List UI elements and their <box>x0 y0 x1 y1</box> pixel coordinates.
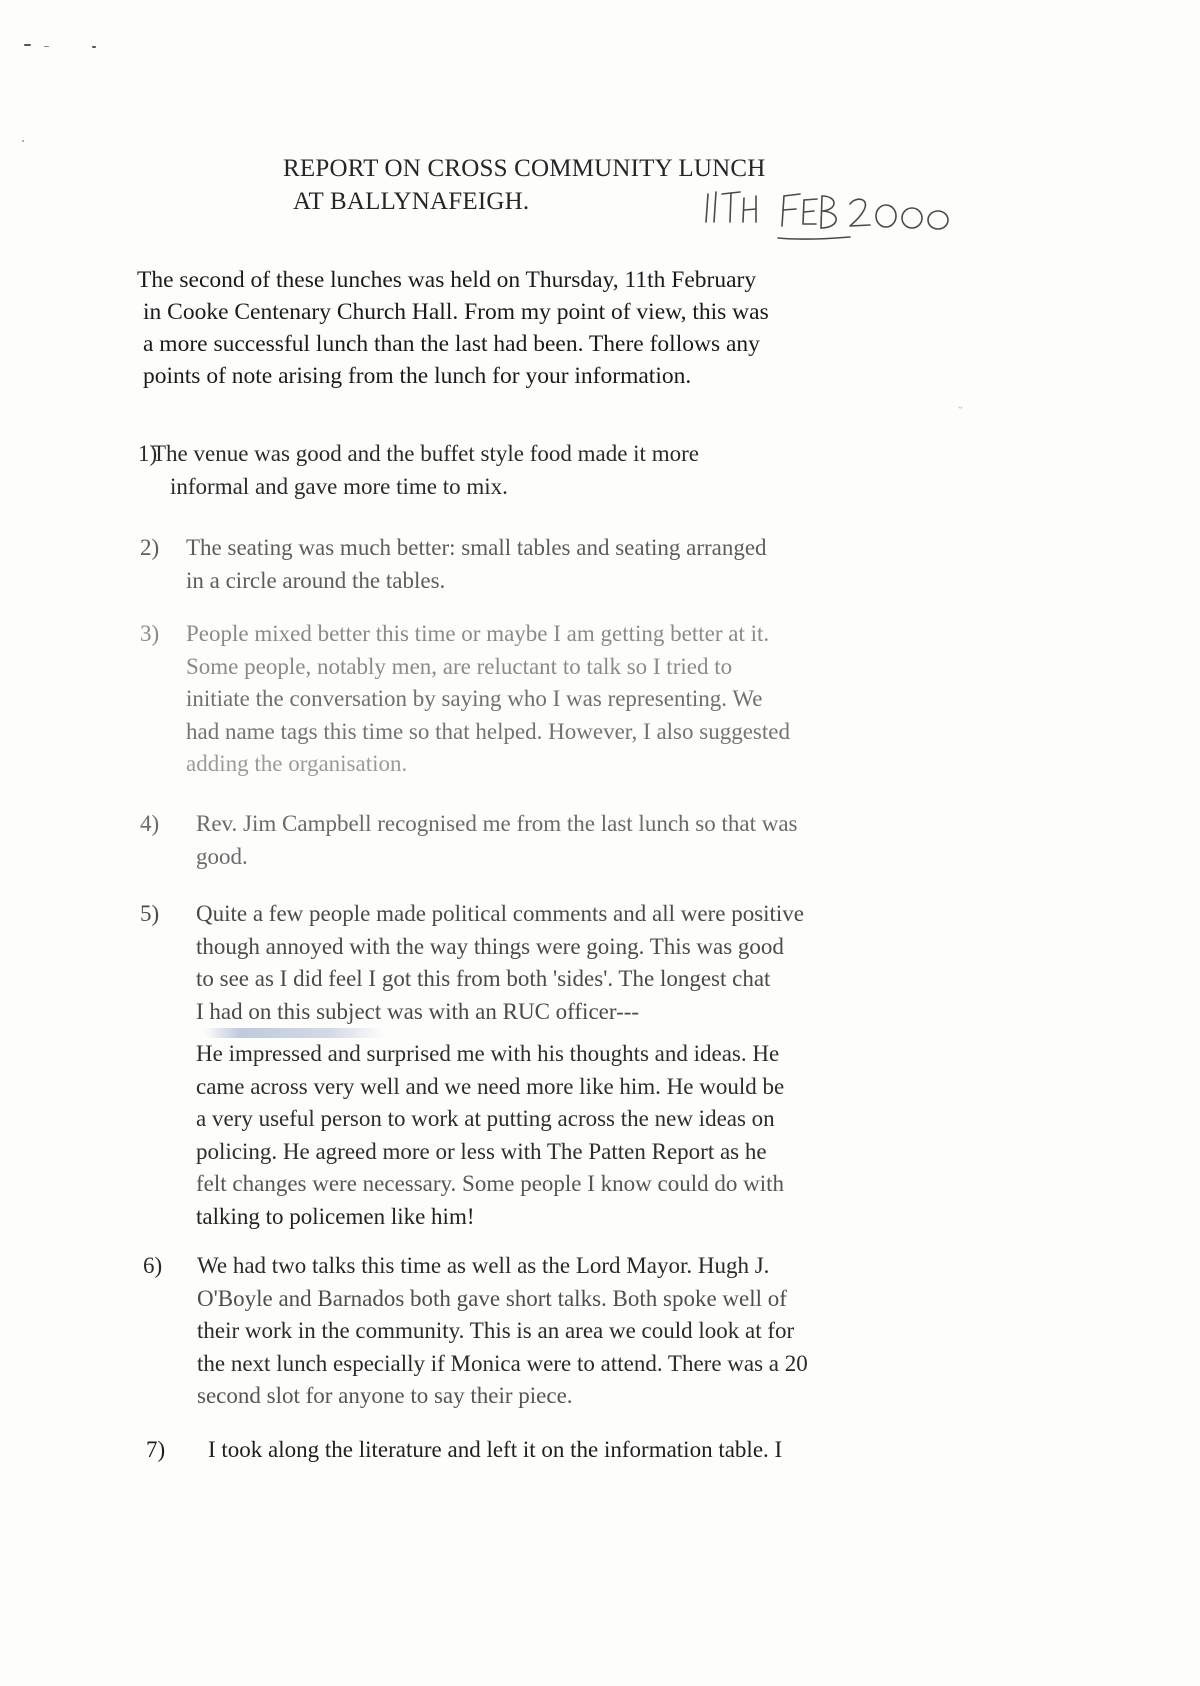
list-item-text <box>140 618 790 781</box>
intro-line: in Cooke Centenary Church Hall. From my point of view, this was <box>143 299 769 325</box>
list-item-line: in a circle around the tables. <box>186 567 446 593</box>
list-item-line: felt changes were necessary. Some people I know could do with <box>196 1171 785 1196</box>
list-item-number: 5) <box>140 901 160 926</box>
list-item-line: though annoyed with the way things were going. This was good <box>196 933 784 959</box>
intro-paragraph <box>137 264 937 392</box>
list-item-line: good. <box>196 843 248 869</box>
list-item-number: 1) <box>138 441 158 466</box>
list-item-line: We had two talks this time as well as the Lord Mayor. Hugh J. <box>197 1253 770 1278</box>
list-item-line: initiate the conversation by saying who I was representing. We <box>186 686 763 711</box>
list-item-line: came across very well and we need more like him. He would be <box>196 1073 785 1099</box>
handwritten-date-annotation <box>700 182 980 252</box>
list-item-line: second slot for anyone to say their piece. <box>197 1383 573 1408</box>
list-item-line: a very useful person to work at putting across the new ideas on <box>196 1106 775 1131</box>
intro-line: a more successful lunch than the last had been. There follows any <box>143 331 760 357</box>
list-item <box>140 898 804 1233</box>
list-item-number: 3) <box>140 621 160 646</box>
list-item-line: I had on this subject was with an RUC officer--- <box>196 998 640 1024</box>
list-item-number: 6) <box>143 1253 163 1278</box>
list-item-text <box>140 898 804 1233</box>
list-item <box>140 618 790 781</box>
list-item <box>143 1250 808 1413</box>
list-item-number: 7) <box>146 1437 166 1462</box>
list-item-line: Some people, notably men, are reluctant to talk so I tried to <box>186 653 733 679</box>
list-item-text <box>146 1434 782 1467</box>
list-item <box>146 1434 782 1467</box>
report-title <box>283 152 766 218</box>
list-item-line: their work in the community. This is an area we could look at for <box>197 1318 795 1343</box>
list-item <box>140 532 767 597</box>
scan-speck <box>92 46 96 48</box>
list-item-number: 4) <box>140 811 160 836</box>
list-item-line: informal and gave more time to mix. <box>170 473 508 499</box>
list-item-number: 2) <box>140 535 160 560</box>
list-item-line: policing. He agreed more or less with The Patten Report as he <box>196 1138 767 1164</box>
list-item <box>140 808 798 873</box>
report-title-line1: REPORT ON CROSS COMMUNITY LUNCH <box>283 155 766 182</box>
scan-mark: ˇ <box>958 405 963 420</box>
list-item-line: The seating was much better: small tables and seating arranged <box>186 535 767 560</box>
list-item-text <box>143 1250 808 1413</box>
list-item-line: to see as I did feel I got this from both 'sides'. The longest chat <box>196 966 771 991</box>
list-item-line: the next lunch especially if Monica were to attend. There was a 20 <box>197 1350 808 1376</box>
list-item-line: Quite a few people made political comments and all were positive <box>196 901 805 926</box>
list-item-line: had name tags this time so that helped. However, I also suggested <box>186 718 790 744</box>
list-item-text <box>138 438 699 503</box>
list-item-line: He impressed and surprised me with his thoughts and ideas. He <box>196 1041 780 1066</box>
redaction-smudge <box>204 1028 384 1038</box>
list-item-text <box>140 808 798 873</box>
report-title-line2: AT BALLYNAFEIGH. <box>293 188 530 215</box>
list-item-line: People mixed better this time or maybe I am getting better at it. <box>186 621 770 646</box>
list-item-line: I took along the literature and left it on the information table. I <box>208 1437 783 1462</box>
scan-speck <box>44 46 49 47</box>
list-item-line: talking to policemen like him! <box>196 1203 475 1229</box>
scan-speck <box>22 140 24 142</box>
list-item <box>138 438 699 503</box>
list-item-text <box>140 532 767 597</box>
list-item-line: adding the organisation. <box>186 751 408 776</box>
intro-line: points of note arising from the lunch for your information. <box>143 363 692 389</box>
list-item-line: O'Boyle and Barnados both gave short talks. Both spoke well of <box>197 1285 787 1311</box>
scan-speck <box>24 44 31 46</box>
list-item-line: Rev. Jim Campbell recognised me from the last lunch so that was <box>196 811 798 836</box>
list-item-line: The venue was good and the buffet style food made it more <box>152 441 699 466</box>
intro-line: The second of these lunches was held on Thursday, 11th February <box>137 267 757 293</box>
list-item-line-with-redaction <box>196 996 804 1039</box>
